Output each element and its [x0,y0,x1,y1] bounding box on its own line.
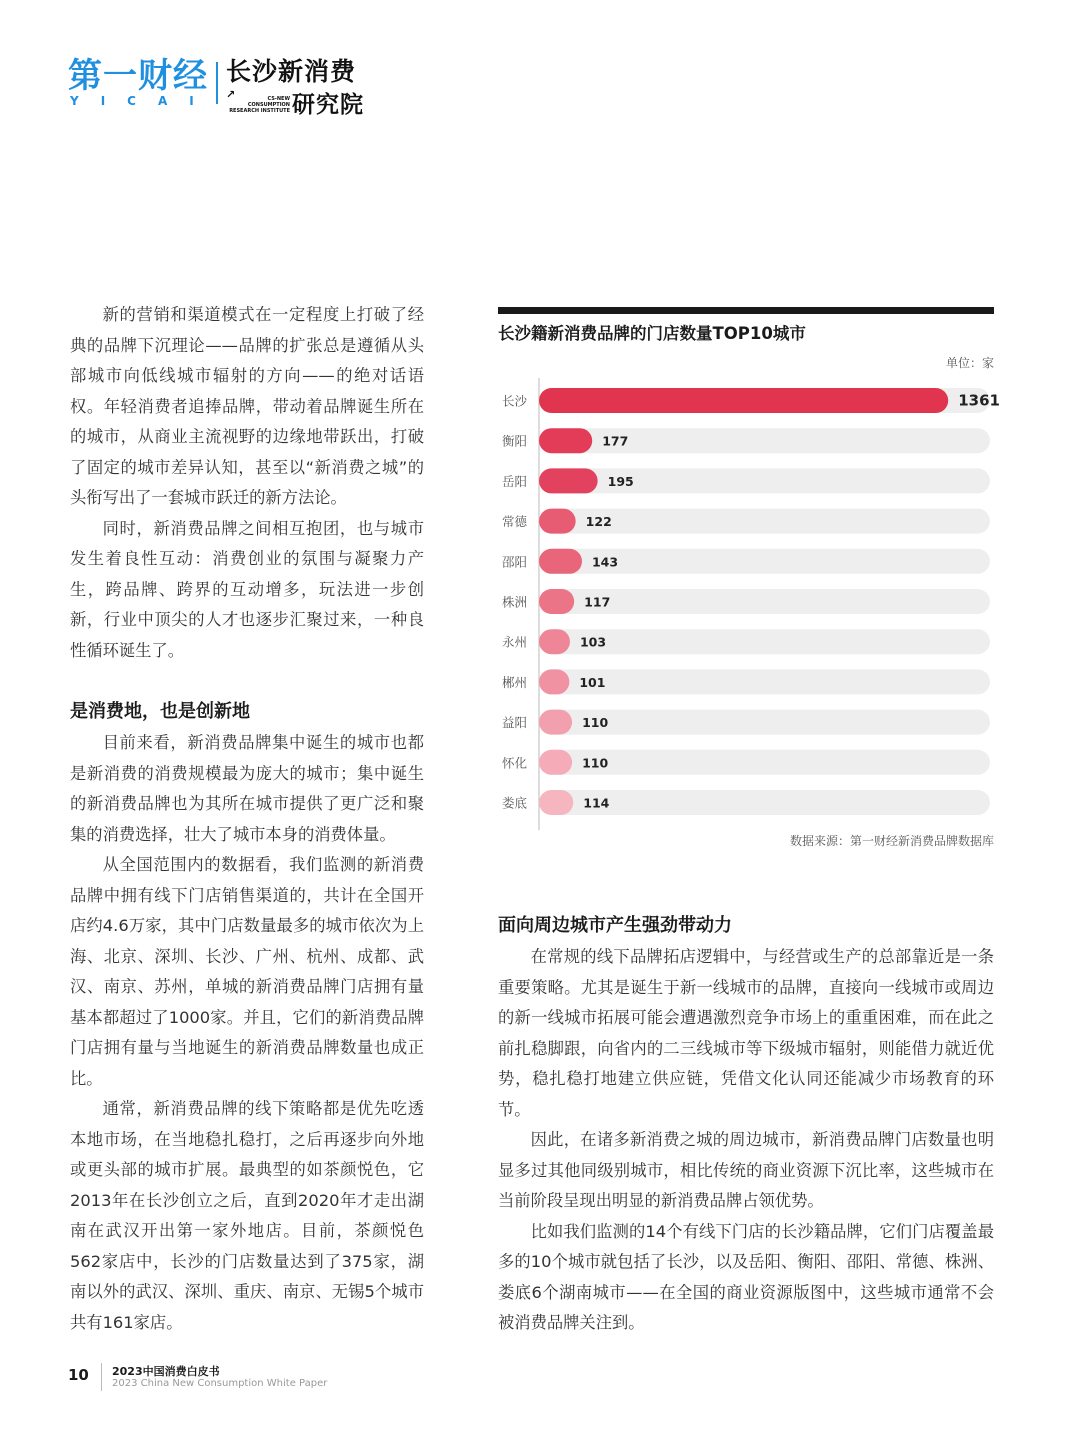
bar-8 [539,669,569,694]
right-column [498,910,994,1339]
value-label: 114 [583,795,610,811]
institute-logo [226,57,466,118]
chart-top-rule [498,307,994,314]
yicai-logo-zh: 第一财经 [68,56,208,96]
value-label: 1361 [958,391,1000,410]
chart-source: 数据来源：第一财经新消费品牌数据库 [789,834,994,848]
footer-divider [101,1363,102,1391]
category-label: 衡阳 [502,433,528,449]
bar-3 [539,468,598,493]
institute-name-en: CS-NEW CONSUMPTION RESEARCH INSTITUTE [229,96,290,114]
category-label: 株洲 [502,594,528,610]
bar-7 [539,629,570,654]
value-label: 117 [584,594,611,610]
chart-unit: 单位：家 [945,356,994,370]
category-label: 长沙 [502,393,528,409]
paragraph: 比如我们监测的14个有线下门店的长沙籍品牌，它们门店覆盖最多的10个城市就包括了长沙，以及岳阳、衡阳、邵阳、常德、株洲、娄底6个湖南城市——在全国的商业资源版图中，这些城市通常不会被消费品牌关注到。 [498,1221,994,1332]
footer-subtitle: 2023 China New Consumption White Paper [112,1378,328,1389]
bar-9 [539,710,572,735]
value-label: 110 [582,755,609,771]
bar-6 [539,589,574,614]
category-label: 常德 [502,514,528,530]
category-label: 邵阳 [502,554,528,570]
category-label: 永州 [502,634,528,650]
chart-title: 长沙籍新消费品牌的门店数量TOP10城市 [498,324,806,343]
value-label: 177 [602,433,629,449]
bar-chart [498,378,1000,828]
footer-title: 2023中国消费白皮书 [112,1365,220,1378]
paragraph: 同时，新消费品牌之间相互抱团，也与城市发生着良性互动：消费创业的氛围与凝聚力产生，跨品牌、跨界的互动增多，玩法进一步创新，行业中顶尖的人才也逐步汇聚过来，一种良性循环诞生了。 [70,518,424,660]
value-label: 122 [585,514,612,530]
category-label: 怀化 [502,755,528,771]
institute-name-line1: 长沙新消费 [226,57,357,86]
logo-divider [216,62,218,104]
yicai-logo-en: YICAI [70,94,216,108]
paragraph: 因此，在诸多新消费之城的周边城市，新消费品牌门店数量也明显多过其他同级别城市，相比传统的商业资源下沉比率，这些城市在当前阶段呈现出明显的新消费品牌占领优势。 [498,1130,994,1210]
bar-2 [539,428,592,453]
value-label: 143 [591,554,619,570]
category-label: 娄底 [502,795,528,811]
bar-track [539,629,990,654]
paragraph: 通常，新消费品牌的线下策略都是优先吃透本地市场，在当地稳扎稳打，之后再逐步向外地或更头部的城市扩展。最典型的如茶颜悦色，它2013年在长沙创立之后，直到2020年才走出湖南在武汉开出第一家外地店。目前，茶颜悦色562家店中，长沙的门店数量达到了375家，湖南以外的武汉、深圳、重庆、南京、无锡5个城市共有161家店。 [70,1099,424,1332]
paragraph: 目前来看，新消费品牌集中诞生的城市也都是新消费的消费规模最为庞大的城市；集中诞生的新消费品牌也为其所在城市提供了更广泛和聚集的消费选择，壮大了城市本身的消费体量。 [70,733,424,844]
left-column [70,300,424,1338]
yicai-logo [68,56,216,108]
bar-10 [539,750,572,775]
paragraph: 在常规的线下品牌拓店逻辑中，与经营或生产的总部靠近是一条重要策略。尤其是诞生于新一线城市的品牌，直接向一线城市或周边的新一线城市拓展可能会遭遇激烈竞争市场上的重重困难，而在此之前扎稳脚跟，向省内的二三线城市等下级城市辐射，则能借力就近优势，稳扎稳打地建立供应链，凭借文化认同还能减少市场教育的环节。 [498,947,994,1119]
category-label: 益阳 [502,715,528,731]
value-label: 101 [579,674,606,690]
bar-5 [539,549,582,574]
category-label: 郴州 [502,674,528,690]
paragraph: 从全国范围内的数据看，我们监测的新消费品牌中拥有线下门店销售渠道的，共计在全国开店约4.6万家，其中门店数量最多的城市依次为上海、北京、深圳、长沙、广州、杭州、成都、武汉、南京、苏州，单城的新消费品牌门店拥有量基本都超过了1000家。并且，它们的新消费品牌门店拥有量与当地诞生的新消费品牌数量也成正比。 [70,855,424,1088]
arrow-icon: ↗ [226,88,236,101]
paragraph: 新的营销和渠道模式在一定程度上打破了经典的品牌下沉理论——品牌的扩张总是遵循从头部城市向低线城市辐射的方向——的绝对话语权。年轻消费者追捧品牌，带动着品牌诞生所在的城市，从商业主流视野的边缘地带跃出，打破了固定的城市差异认知，甚至以“新消费之城”的头衔写出了一套城市跃迁的新方法论。 [70,305,424,507]
bar-4 [539,509,576,534]
value-label: 195 [607,473,634,489]
category-label: 岳阳 [502,473,528,489]
section-heading: 是消费地，也是创新地 [70,701,250,722]
bar-1 [539,388,948,413]
section-heading: 面向周边城市产生强劲带动力 [498,915,732,936]
value-label: 103 [579,634,607,650]
value-label: 110 [582,715,609,731]
page-number: 10 [68,1366,89,1384]
bar-track [539,669,990,694]
bar-11 [539,790,573,815]
institute-name-line2: 研究院 [292,92,364,118]
